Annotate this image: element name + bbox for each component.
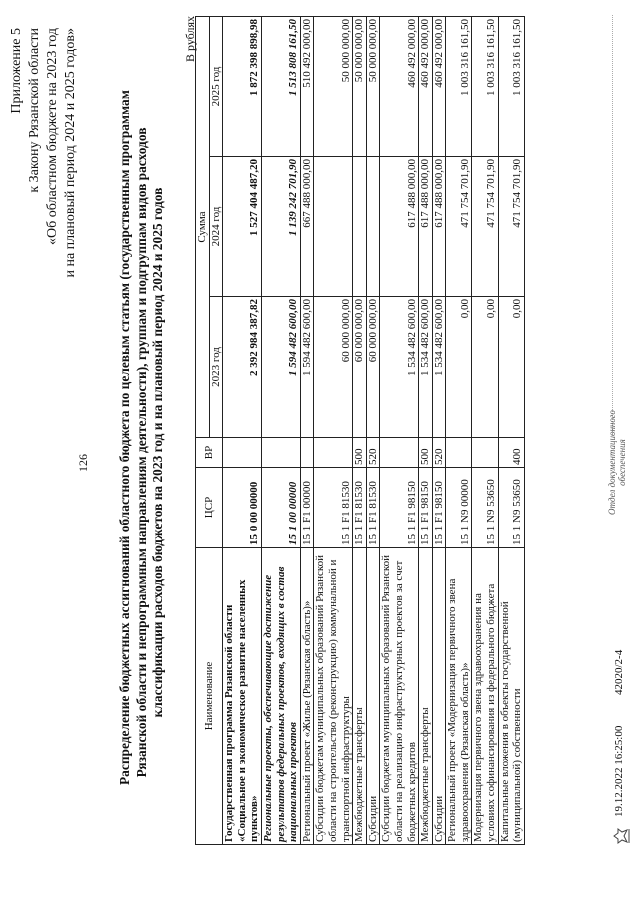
title-line-3: классификации расходов бюджетов на 2023 год и на плановый период 2024 и 2025 годов (150, 187, 165, 718)
cell-2024: 471 754 701,90 (446, 157, 472, 297)
cell-2023: 0,00 (498, 297, 524, 438)
cell-2023: 60 000 000,00 (353, 297, 367, 438)
cell-vr (261, 438, 300, 468)
appendix-line-4: и на плановый период 2024 и 2025 годов» (63, 28, 78, 278)
table-row (366, 16, 380, 844)
cell-2025: 510 492 000,00 (300, 16, 314, 156)
table-row (432, 16, 446, 844)
appendix-line-2: к Закону Рязанской области (27, 28, 42, 193)
cell-name: Капитальные вложения в объекты государственной (муниципальной) собственности (498, 548, 524, 845)
cell-vr (380, 438, 419, 468)
cell-2025: 1 513 808 161,50 (261, 16, 300, 156)
cell-2025: 1 003 316 161,50 (446, 16, 472, 156)
cell-vr (300, 438, 314, 468)
table-row (300, 16, 314, 844)
cell-2025: 1 872 398 898,98 (223, 16, 262, 156)
appendix-line-3: «Об областном бюджете на 2023 год (45, 28, 60, 245)
cell-2023: 1 534 482 600,00 (419, 297, 433, 438)
table-row (419, 16, 433, 844)
table-row (261, 16, 300, 844)
cell-vr: 520 (366, 438, 380, 468)
cell-2025: 460 492 000,00 (419, 16, 433, 156)
stamp-line-1: Отдел документационного (607, 410, 617, 515)
table-row (472, 16, 498, 844)
cell-2023: 0,00 (446, 297, 472, 438)
cell-2024: 1 527 404 487,20 (223, 157, 262, 297)
cell-csr: 15 1 F1 81530 (314, 468, 353, 548)
appendix-line-1: Приложение 5 (9, 28, 24, 114)
cell-2023: 0,00 (472, 297, 498, 438)
units-label: В рублях (183, 16, 197, 63)
cell-name: Региональные проекты, обеспечивающие достижение результатов федеральных проектов, входящих в состав национальных проектов (261, 548, 300, 845)
scan-artifact-line (612, 15, 613, 435)
table-row (380, 16, 419, 844)
cell-csr: 15 1 F1 98150 (380, 468, 419, 548)
cell-vr (223, 438, 262, 468)
document-title (117, 90, 167, 785)
cell-name: Субсидии бюджетам муниципальных образований Рязанской области на реализацию инфраструктурных проектов за счет бюджетных кредитов (380, 548, 419, 845)
cell-2023: 1 534 482 600,00 (380, 297, 419, 438)
cell-2024 (366, 157, 380, 297)
page-number: 126 (76, 454, 90, 472)
table-row (353, 16, 367, 844)
cell-csr: 15 1 F1 81530 (366, 468, 380, 548)
cell-2023: 1 534 482 600,00 (432, 297, 446, 438)
cell-2024: 667 488 000,00 (300, 157, 314, 297)
cell-2024: 617 488 000,00 (419, 157, 433, 297)
header-2025: 2025 год (209, 16, 223, 156)
budget-table (195, 16, 525, 845)
cell-vr: 400 (498, 438, 524, 468)
cell-name: Межбюджетные трансферты (419, 548, 433, 845)
cell-vr: 500 (419, 438, 433, 468)
cell-2023: 1 594 482 600,00 (300, 297, 314, 438)
cell-csr: 15 1 N9 53650 (498, 468, 524, 548)
cell-vr (472, 438, 498, 468)
cell-2025: 1 003 316 161,50 (472, 16, 498, 156)
header-csr: ЦСР (196, 468, 223, 548)
cell-csr: 15 1 F1 81530 (353, 468, 367, 548)
cell-name: Субсидии (366, 548, 380, 845)
cell-2023: 60 000 000,00 (314, 297, 353, 438)
cell-2024: 1 139 242 701,90 (261, 157, 300, 297)
cell-csr: 15 1 F1 98150 (419, 468, 433, 548)
cell-2025: 50 000 000,00 (366, 16, 380, 156)
cell-vr (314, 438, 353, 468)
header-sum: Сумма (196, 16, 210, 437)
cell-name: Межбюджетные трансферты (353, 548, 367, 845)
cell-2024: 617 488 000,00 (380, 157, 419, 297)
header-2023: 2023 год (209, 297, 223, 438)
footer-doc-code: 42020/2-4 (613, 649, 625, 695)
cell-2023: 1 594 482 600,00 (261, 297, 300, 438)
title-line-2: Рязанской области и непрограммным направлениям деятельности), группам и подгруппам видов расходов (133, 127, 149, 778)
cell-name: Региональный проект «Модернизация первичного звена здравоохранения (Рязанская область)» (446, 548, 472, 845)
cell-csr: 15 0 00 00000 (223, 468, 262, 548)
cell-csr: 15 1 N9 00000 (446, 468, 472, 548)
cell-name: Региональный проект «Жилье (Рязанская область)» (300, 548, 314, 845)
cell-name: Субсидии (432, 548, 446, 845)
header-2024: 2024 год (209, 157, 223, 297)
table-row (314, 16, 353, 844)
cell-name: Государственная программа Рязанской области «Социальное и экономическое развитие населенных пунктов» (223, 548, 262, 845)
table-row (446, 16, 472, 844)
cell-2024: 471 754 701,90 (472, 157, 498, 297)
cell-vr: 500 (353, 438, 367, 468)
cell-csr: 15 1 F1 00000 (300, 468, 314, 548)
cell-2024 (314, 157, 353, 297)
cell-vr (446, 438, 472, 468)
cell-csr: 15 1 F1 98150 (432, 468, 446, 548)
cell-2025: 50 000 000,00 (314, 16, 353, 156)
cell-2024: 617 488 000,00 (432, 157, 446, 297)
cell-2025: 1 003 316 161,50 (498, 16, 524, 156)
appendix-header (8, 28, 80, 278)
cell-name: Модернизация первичного звена здравоохранения на условиях софинансирования из федерального бюджета (472, 548, 498, 845)
emblem-icon (613, 827, 631, 845)
table-row (498, 16, 524, 844)
cell-2025: 460 492 000,00 (432, 16, 446, 156)
cell-name: Субсидии бюджетам муниципальных образований Рязанской области на строительство (реконструкцию) коммунальной и транспортной инфраструктуры (314, 548, 353, 845)
cell-2025: 460 492 000,00 (380, 16, 419, 156)
cell-vr: 520 (432, 438, 446, 468)
cell-2024: 471 754 701,90 (498, 157, 524, 297)
cell-2023: 60 000 000,00 (366, 297, 380, 438)
cell-csr: 15 1 00 00000 (261, 468, 300, 548)
cell-2024 (353, 157, 367, 297)
footer-stamp (607, 410, 627, 515)
header-vr: ВР (196, 438, 223, 468)
cell-2023: 2 392 984 387,82 (223, 297, 262, 438)
title-line-1: Распределение бюджетных ассигнований областного бюджета по целевым статьям (государственным программам (117, 90, 132, 785)
cell-csr: 15 1 N9 53650 (472, 468, 498, 548)
header-name: Наименование (196, 548, 223, 845)
cell-2025: 50 000 000,00 (353, 16, 367, 156)
table-row (223, 16, 262, 844)
footer-datetime: 19.12.2022 16:25:00 (613, 725, 625, 817)
stamp-line-2: обеспечения (617, 439, 627, 486)
